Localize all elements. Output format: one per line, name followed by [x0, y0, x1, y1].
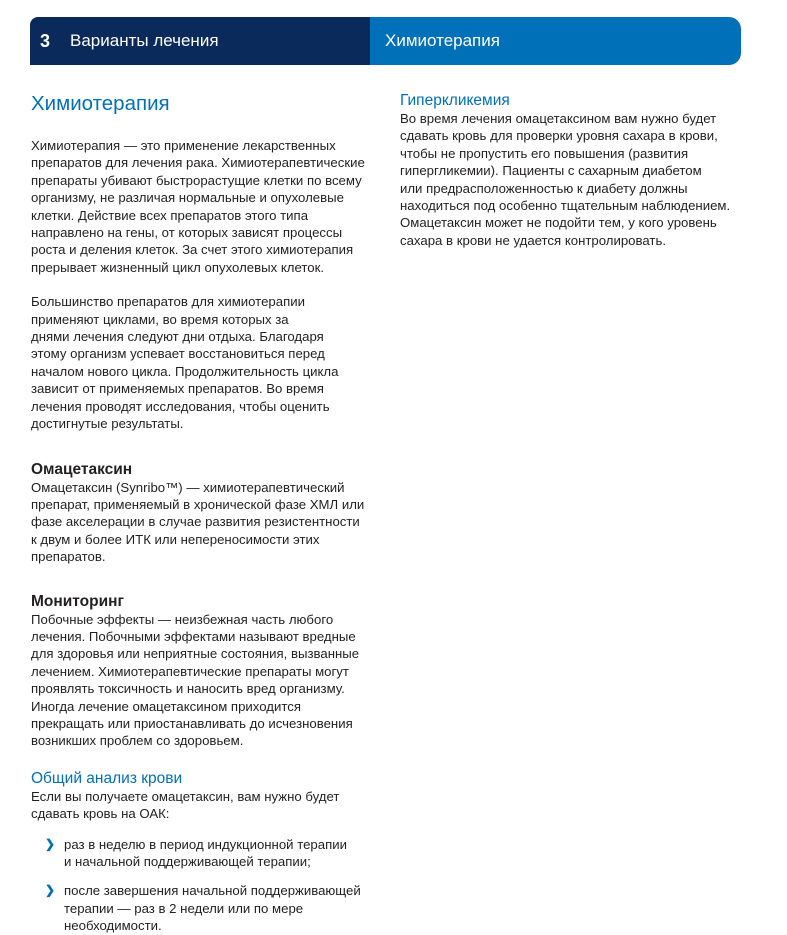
section-tab	[370, 17, 741, 65]
right-column	[400, 91, 750, 249]
monitoring-paragraph: Побочные эффекты — неизбежная часть любого лечения. Побочными эффектами называют вредные для здоровья или неприятные состояния, вызванные лечением. Химиотерапевтические препараты могут проявлять токсичность и наносить вред организму. Иногда лечение омацетаксином приходится прекращать или приостанавливать до исчезновения возникших проблем со здоровьем.	[31, 611, 360, 749]
monitoring-heading: Мониторинг	[31, 592, 124, 610]
blood-test-paragraph: Если вы получаете омацетаксин, вам нужно будет сдавать кровь на ОАК:	[31, 788, 340, 822]
omacetaxine-paragraph: Омацетаксин (Synribo™) — химиотерапевтический препарат, применяемый в хронической фазе ХМЛ или фазе акселерации в случае развития резистентности к двум и более ИТК или непереносимости этих препаратов.	[31, 479, 365, 565]
section-title: Химиотерапия	[385, 31, 500, 50]
blood-test-list	[31, 836, 376, 935]
blood-test-heading: Общий анализ крови	[31, 769, 183, 787]
hyperglycemia-paragraph: Во время лечения омацетаксином вам нужно будет сдавать кровь для проверки уровня сахара в крови, чтобы не пропустить его повышения (развития гипергликемии). Пациенты с сахарным диабетом или предрасположенностью к диабету должны находиться под особенно тщательным наблюдением. Омацетаксин может не подойти тем, у кого уровень сахара в крови не удается контролировать.	[400, 111, 731, 248]
cycles-paragraph: Большинство препаратов для химиотерапии применяют циклами, во время которых за днями лечения следуют дни отдыха. Благодаря этому организм успевает восстановиться перед началом нового цикла. Продолжительность цикла зависит от применяемых препаратов. Во время лечения проводят исследования, чтобы оценить достигнутые результаты.	[31, 294, 339, 432]
chapter-number: 3	[40, 30, 51, 51]
omacetaxine-heading: Омацетаксин	[31, 460, 133, 478]
chapter-header	[30, 17, 741, 65]
chevron-right-icon: ❯	[45, 883, 56, 898]
intro-paragraph: Химиотерапия — это применение лекарственных препаратов для лечения рака. Химиотерапевтические препараты убивают быстрорастущие клетки по всему организму, не различая нормальные и опухолевые клетки. Действие всех препаратов этого типа направлено на гены, от которых зависят процессы роста и деления клеток. За счет этого химиотерапия прерывает жизненный цикл опухолевых клеток.	[31, 138, 365, 275]
chevron-right-icon: ❯	[45, 836, 56, 851]
list-item: ❯ после завершения начальной поддерживающей терапии — раз в 2 недели или по мере необходимости.	[45, 883, 361, 934]
left-column	[31, 90, 376, 935]
chapter-tab	[30, 17, 370, 65]
page-title: Химиотерапия	[31, 92, 170, 115]
chapter-title: Варианты лечения	[70, 31, 219, 50]
hyperglycemia-heading: Гиперкликемия	[400, 92, 510, 109]
list-item: ❯ раз в неделю в период индукционной терапии и начальной поддерживающей терапии;	[45, 836, 347, 869]
